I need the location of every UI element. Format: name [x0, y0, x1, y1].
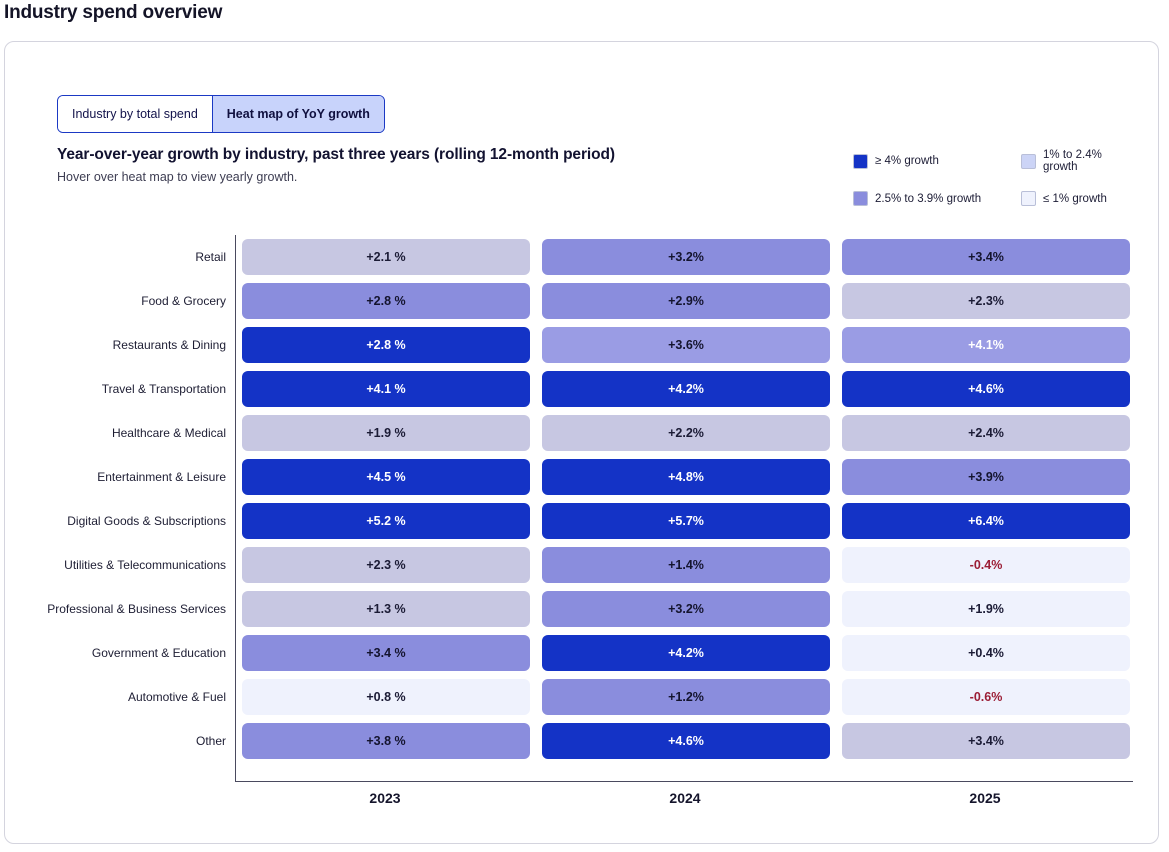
- heatmap-row-cells: [236, 499, 1133, 543]
- heatmap-cell[interactable]: +5.7%: [542, 503, 830, 539]
- heatmap-cell[interactable]: +2.9%: [542, 283, 830, 319]
- row-label: Entertainment & Leisure: [97, 470, 226, 484]
- heatmap-row: [47, 587, 1133, 631]
- heatmap-cell[interactable]: +6.4%: [842, 503, 1130, 539]
- row-label: Government & Education: [91, 646, 226, 660]
- legend: [853, 149, 1133, 206]
- legend-item-strong: [853, 149, 1021, 173]
- heatmap-cell[interactable]: +2.8 %: [242, 283, 530, 319]
- heatmap-cell[interactable]: +1.4%: [542, 547, 830, 583]
- legend-swatch-icon: [1021, 154, 1036, 169]
- x-axis-label: 2024: [669, 790, 701, 806]
- heatmap-cell[interactable]: +4.6%: [842, 371, 1130, 407]
- row-label: Other: [195, 734, 226, 748]
- heatmap-row-cells: [236, 367, 1133, 411]
- heatmap-row: [195, 235, 1133, 279]
- heatmap-row: [64, 543, 1133, 587]
- heatmap-cell[interactable]: +4.2%: [542, 371, 830, 407]
- heatmap-cell[interactable]: +2.1 %: [242, 239, 530, 275]
- tab-industry-by-total-spend[interactable]: Industry by total spend: [58, 96, 212, 132]
- row-label: Utilities & Telecommunications: [64, 558, 226, 572]
- legend-item-low: [1021, 149, 1133, 173]
- heatmap-cell[interactable]: +1.2%: [542, 679, 830, 715]
- chart-card: [4, 41, 1159, 844]
- row-label: Retail: [195, 250, 226, 264]
- heatmap-row: [67, 499, 1133, 543]
- heatmap-row-cells: [236, 235, 1133, 279]
- heatmap-plot: [47, 235, 1133, 782]
- legend-label: ≤ 1% growth: [1043, 192, 1107, 205]
- page-title: Industry spend overview: [4, 2, 223, 23]
- x-axis-labels: [235, 790, 1133, 814]
- row-label: Digital Goods & Subscriptions: [67, 514, 226, 528]
- legend-swatch-icon: [853, 191, 868, 206]
- legend-item-faint: [1021, 191, 1133, 206]
- heatmap-row-cells: [236, 279, 1133, 323]
- heatmap-row-cells: [236, 719, 1133, 763]
- heatmap-cell[interactable]: +3.9%: [842, 459, 1130, 495]
- heatmap-cell[interactable]: +1.9 %: [242, 415, 530, 451]
- heatmap-cell[interactable]: -0.4%: [842, 547, 1130, 583]
- row-label: Restaurants & Dining: [112, 338, 226, 352]
- heatmap-row-cells: [236, 587, 1133, 631]
- heatmap-cell[interactable]: +4.6%: [542, 723, 830, 759]
- row-label: Automotive & Fuel: [127, 690, 226, 704]
- heatmap-row-cells: [236, 411, 1133, 455]
- legend-label: 1% to 2.4% growth: [1043, 149, 1102, 173]
- heatmap-row: [111, 411, 1133, 455]
- heatmap-row-cells: [236, 455, 1133, 499]
- heatmap-cell[interactable]: +0.4%: [842, 635, 1130, 671]
- legend-label: ≥ 4% growth: [875, 155, 939, 167]
- heatmap-row-cells: [236, 675, 1133, 719]
- heatmap-cell[interactable]: +3.2%: [542, 239, 830, 275]
- row-label: Professional & Business Services: [47, 602, 226, 616]
- legend-item-mid: [853, 191, 1021, 206]
- heatmap-cell[interactable]: +4.1%: [842, 327, 1130, 363]
- tab-heat-map-of-yoy-growth[interactable]: Heat map of YoY growth: [212, 96, 384, 132]
- chart-subtitle: Hover over heat map to view yearly growth.: [57, 170, 298, 184]
- heatmap-cell[interactable]: +3.4 %: [242, 635, 530, 671]
- heatmap-cell[interactable]: +2.3%: [842, 283, 1130, 319]
- heatmap-cell[interactable]: +5.2 %: [242, 503, 530, 539]
- heatmap-cell[interactable]: -0.6%: [842, 679, 1130, 715]
- heatmap-cell[interactable]: +3.4%: [842, 723, 1130, 759]
- legend-swatch-icon: [1021, 191, 1036, 206]
- heatmap-row-cells: [236, 543, 1133, 587]
- heatmap-cell[interactable]: +2.8 %: [242, 327, 530, 363]
- heatmap-rows: [47, 235, 1133, 763]
- row-label: Travel & Transportation: [101, 382, 226, 396]
- heatmap-row: [127, 675, 1133, 719]
- heatmap-cell[interactable]: +4.8%: [542, 459, 830, 495]
- heatmap-cell[interactable]: +1.9%: [842, 591, 1130, 627]
- row-label: Food & Grocery: [141, 294, 226, 308]
- heatmap-cell[interactable]: +4.5 %: [242, 459, 530, 495]
- heatmap-row: [195, 719, 1133, 763]
- heatmap-row: [141, 279, 1133, 323]
- heatmap-cell[interactable]: +0.8 %: [242, 679, 530, 715]
- x-axis-label: 2023: [369, 790, 401, 806]
- heatmap-cell[interactable]: +1.3 %: [242, 591, 530, 627]
- heatmap-row-cells: [236, 323, 1133, 367]
- legend-swatch-icon: [853, 154, 868, 169]
- chart-title: Year-over-year growth by industry, past three years (rolling 12-month period): [57, 146, 615, 163]
- legend-label: 2.5% to 3.9% growth: [875, 192, 982, 205]
- heatmap-cell[interactable]: +3.2%: [542, 591, 830, 627]
- heatmap-cell[interactable]: +3.8 %: [242, 723, 530, 759]
- heatmap-row: [112, 323, 1133, 367]
- heatmap-row: [97, 455, 1133, 499]
- x-axis-label: 2025: [969, 790, 1001, 806]
- heatmap-cell[interactable]: +4.2%: [542, 635, 830, 671]
- heatmap-cell[interactable]: +3.6%: [542, 327, 830, 363]
- heatmap-row: [101, 367, 1133, 411]
- heatmap-cell[interactable]: +2.4%: [842, 415, 1130, 451]
- view-toggle-group[interactable]: [57, 95, 385, 133]
- row-label: Healthcare & Medical: [111, 426, 226, 440]
- heatmap-row: [91, 631, 1133, 675]
- heatmap-cell[interactable]: +2.2%: [542, 415, 830, 451]
- heatmap-row-cells: [236, 631, 1133, 675]
- heatmap-cell[interactable]: +3.4%: [842, 239, 1130, 275]
- heatmap-cell[interactable]: +2.3 %: [242, 547, 530, 583]
- heatmap-cell[interactable]: +4.1 %: [242, 371, 530, 407]
